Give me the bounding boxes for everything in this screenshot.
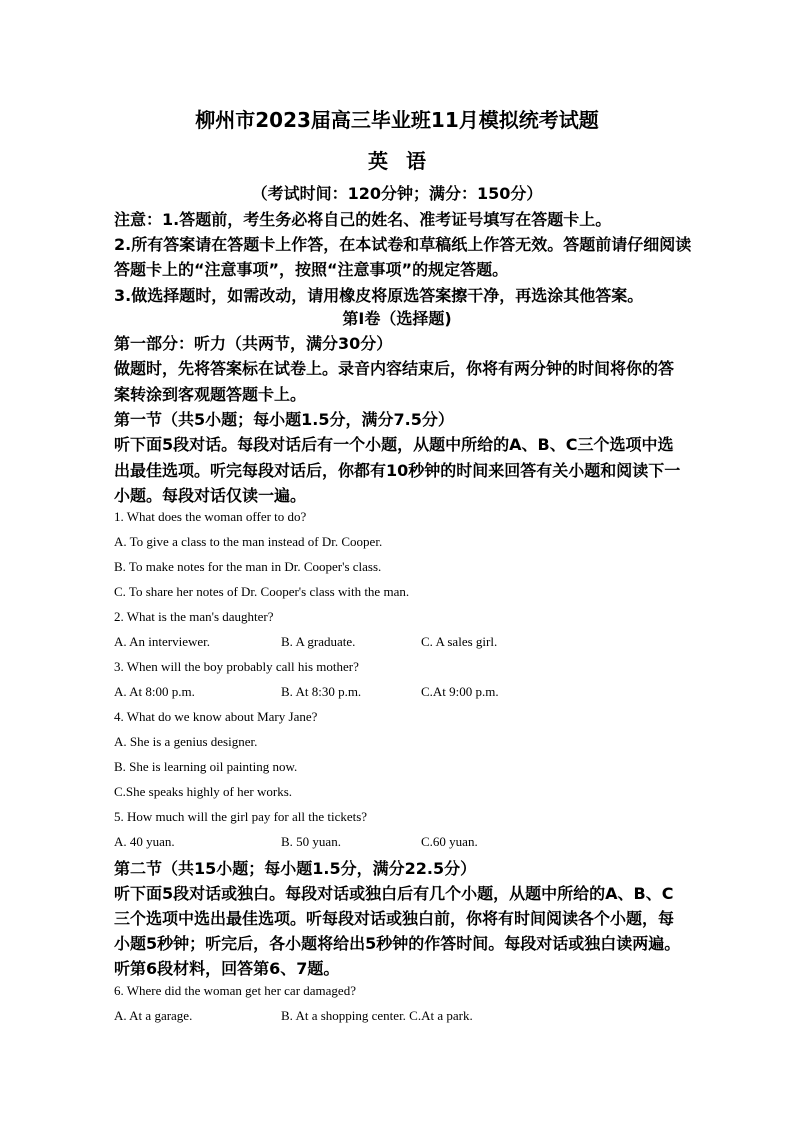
question-5-stem: 5. How much will the girl pay for all the tickets? xyxy=(114,809,368,824)
question-3-option-a: A. At 8:00 p.m. xyxy=(114,684,195,699)
note-line-2: 2.所有答案请在答题卡上作答，在本试卷和草稿纸上作答无效。答题前请仔细阅读 xyxy=(114,235,692,254)
section1-instruction-3: 小题。每段对话仅读一遍。 xyxy=(114,486,307,505)
section1-instruction-1: 听下面5段对话。每段对话后有一个小题，从题中所给的A、B、C三个选项中选 xyxy=(114,435,674,454)
exam-title: 柳州市2023届高三毕业班11月模拟统考试题 xyxy=(195,108,599,132)
section1-title: 第一节（共5小题；每小题1.5分，满分7.5分） xyxy=(114,410,454,429)
subject-title: 英语 xyxy=(368,149,444,173)
part1-instruction-1: 做题时，先将答案标在试卷上。录音内容结束后，你将有两分钟的时间将你的答 xyxy=(114,359,675,378)
question-5-option-a: A. 40 yuan. xyxy=(114,834,175,849)
section2-instruction-3: 小题5秒钟；听完后，各小题将给出5秒钟的作答时间。每段对话或独白读两遍。 xyxy=(114,934,681,953)
question-1-stem: 1. What does the woman offer to do? xyxy=(114,509,307,524)
section2-instruction-2: 三个选项中选出最佳选项。听每段对话或独白前，你将有时间阅读各个小题，每 xyxy=(114,909,675,928)
question-4-option-c: C.She speaks highly of her works. xyxy=(114,784,293,799)
part1-instruction-2: 案转涂到客观题答题卡上。 xyxy=(114,385,307,404)
volume-title: 第I卷（选择题) xyxy=(342,309,452,328)
question-6-stem: 6. Where did the woman get her car damaged? xyxy=(114,983,356,998)
question-2-option-b: B. A graduate. xyxy=(281,634,356,649)
question-3-option-b: B. At 8:30 p.m. xyxy=(281,684,362,699)
question-4-stem: 4. What do we know about Mary Jane? xyxy=(114,709,318,724)
material-6-heading: 听第6段材料，回答第6、7题。 xyxy=(114,959,340,978)
question-5-option-b: B. 50 yuan. xyxy=(281,834,341,849)
section2-title: 第二节（共15小题；每小题1.5分，满分22.5分） xyxy=(114,859,477,878)
question-2-option-a: A. An interviewer. xyxy=(114,634,211,649)
part1-title: 第一部分：听力（共两节，满分30分） xyxy=(114,334,393,353)
question-1-option-b: B. To make notes for the man in Dr. Cooper's class. xyxy=(114,559,382,574)
question-6-option-bc: B. At a shopping center. C.At a park. xyxy=(281,1008,473,1023)
question-2-stem: 2. What is the man's daughter? xyxy=(114,609,274,624)
section1-instruction-2: 出最佳选项。听完每段对话后，你都有10秒钟的时间来回答有关小题和阅读下一 xyxy=(114,461,681,480)
question-3-stem: 3. When will the boy probably call his mother? xyxy=(114,659,359,674)
note-line-3: 答题卡上的“注意事项”，按照“注意事项”的规定答题。 xyxy=(114,260,509,279)
question-1-option-a: A. To give a class to the man instead of Dr. Cooper. xyxy=(114,534,383,549)
question-5-option-c: C.60 yuan. xyxy=(421,834,478,849)
question-4-option-b: B. She is learning oil painting now. xyxy=(114,759,298,774)
question-1-option-c: C. To share her notes of Dr. Cooper's class with the man. xyxy=(114,584,410,599)
note-line-4: 3.做选择题时，如需改动，请用橡皮将原选答案擦干净，再选涂其他答案。 xyxy=(114,286,644,305)
question-2-option-c: C. A sales girl. xyxy=(421,634,498,649)
note-line-1: 注意：1.答题前，考生务必将自己的姓名、准考证号填写在答题卡上。 xyxy=(114,210,612,229)
question-6-option-a: A. At a garage. xyxy=(114,1008,193,1023)
question-3-option-c: C.At 9:00 p.m. xyxy=(421,684,499,699)
exam-time-info: （考试时间：120分钟；满分：150分） xyxy=(251,184,543,203)
question-4-option-a: A. She is a genius designer. xyxy=(114,734,258,749)
section2-instruction-1: 听下面5段对话或独白。每段对话或独白后有几个小题，从题中所给的A、B、C xyxy=(114,884,674,903)
